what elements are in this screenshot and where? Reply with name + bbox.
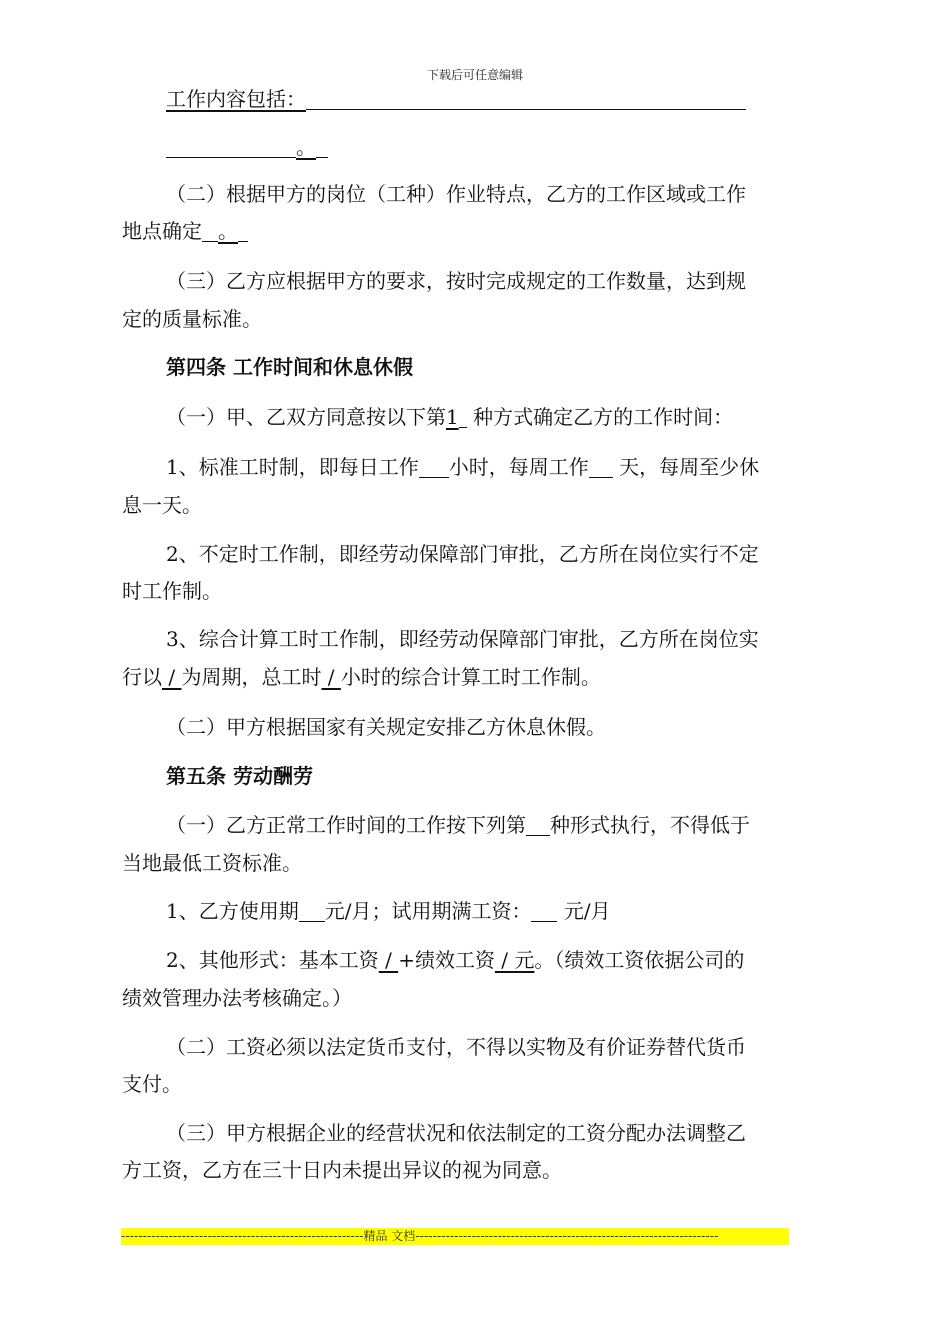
para-5-3-line-1 xyxy=(166,947,744,973)
work-content-label: 工作内容包括： xyxy=(166,87,306,111)
para-5-3-line-2: 绩效管理办法考核确定。） xyxy=(122,986,352,1010)
para-2-line-1: （二）根据甲方的岗位（工种）作业特点，乙方的工作区域或工作 xyxy=(166,182,746,206)
para-5-4-line-2: 支付。 xyxy=(122,1072,182,1096)
filled-value: 1 xyxy=(446,405,459,429)
page-header: 下载后可任意编辑 xyxy=(426,68,523,82)
blank-field xyxy=(299,901,325,922)
work-content-line-2 xyxy=(166,134,328,160)
article-5-heading: 第五条 劳动酬劳 xyxy=(166,764,313,788)
para-2-line-2 xyxy=(122,218,248,244)
para-5-5-line-2: 方工资，乙方在三十日内未提出异议的视为同意。 xyxy=(122,1158,562,1182)
para-5-4-line-1: （二）工资必须以法定货币支付，不得以实物及有价证券替代货币 xyxy=(166,1035,746,1059)
blank-field xyxy=(238,221,248,242)
text: 行以 xyxy=(122,665,162,689)
period-mark: 。 xyxy=(296,135,316,159)
para-4-4-line-2 xyxy=(122,664,601,690)
filled-value: / 元 xyxy=(494,948,535,972)
text: 小时，每周工作 xyxy=(448,455,589,479)
para-3-line-2: 定的质量标准。 xyxy=(122,307,262,331)
para-5-5-line-1: （三）甲方根据企业的经营状况和依法制定的工资分配办法调整乙 xyxy=(166,1121,746,1145)
blank-field xyxy=(526,815,550,836)
filled-value: / xyxy=(321,665,341,689)
footer-label: 精品 文档 xyxy=(363,1229,416,1243)
text: 元/月；试用期满工资： xyxy=(324,899,532,923)
para-5-1-line-1 xyxy=(166,812,750,838)
para-5-2 xyxy=(166,898,611,924)
text: 天，每周至少休 xyxy=(612,455,760,479)
para-4-2-line-1 xyxy=(166,454,759,480)
text: 种方式确定乙方的工作时间： xyxy=(466,405,734,429)
blank-field xyxy=(589,457,613,478)
text: 。（绩效工资依据公司的 xyxy=(534,948,745,972)
work-content-line xyxy=(166,86,746,112)
para-4-3-line-2: 时工作制。 xyxy=(122,579,222,603)
text: （一）乙方正常工作时间的工作按下列第 xyxy=(166,813,526,837)
para-4-3-line-1: 2、不定时工作制，即经劳动保障部门审批，乙方所在岗位实行不定 xyxy=(166,542,759,566)
text: 小时的综合计算工时工作制。 xyxy=(340,665,601,689)
para-5-1-line-2: 当地最低工资标准。 xyxy=(122,851,302,875)
article-4-heading: 第四条 工作时间和休息休假 xyxy=(166,355,413,379)
blank-field xyxy=(306,89,746,110)
blank-field xyxy=(459,407,467,428)
para-4-1 xyxy=(166,404,733,430)
period-mark: 。 xyxy=(218,219,238,243)
text: 为周期，总工时 xyxy=(181,665,322,689)
para-4-5: （二）甲方根据国家有关规定安排乙方休息休假。 xyxy=(166,715,606,739)
text: 2、其他形式：基本工资 xyxy=(166,948,379,972)
blank-field xyxy=(316,137,328,158)
text: 种形式执行，不得低于 xyxy=(550,813,750,837)
filled-value: / xyxy=(378,948,399,972)
blank-field xyxy=(419,457,449,478)
blank-field xyxy=(166,137,296,158)
page-footer xyxy=(121,1228,789,1245)
footer-dashes-left: -------------------------------------------------------- xyxy=(121,1229,364,1243)
text: 1、乙方使用期 xyxy=(166,899,299,923)
para-3-line-1: （三）乙方应根据甲方的要求，按时完成规定的工作数量，达到规 xyxy=(166,269,746,293)
para-4-2-line-2: 息一天。 xyxy=(122,493,202,517)
para-4-4-line-1: 3、综合计算工时工作制，即经劳动保障部门审批，乙方所在岗位实 xyxy=(166,627,759,651)
text: +绩效工资 xyxy=(398,948,495,972)
text: 1、标准工时制，即每日工作 xyxy=(166,455,419,479)
text: 地点确定 xyxy=(122,219,202,243)
blank-field xyxy=(202,221,218,242)
footer-dashes-right: ---------------------------------------------------------------------- xyxy=(415,1229,719,1243)
filled-value: / xyxy=(162,665,182,689)
blank-field xyxy=(531,901,557,922)
text: （一）甲、乙双方同意按以下第 xyxy=(166,405,446,429)
text: 元/月 xyxy=(557,899,611,923)
